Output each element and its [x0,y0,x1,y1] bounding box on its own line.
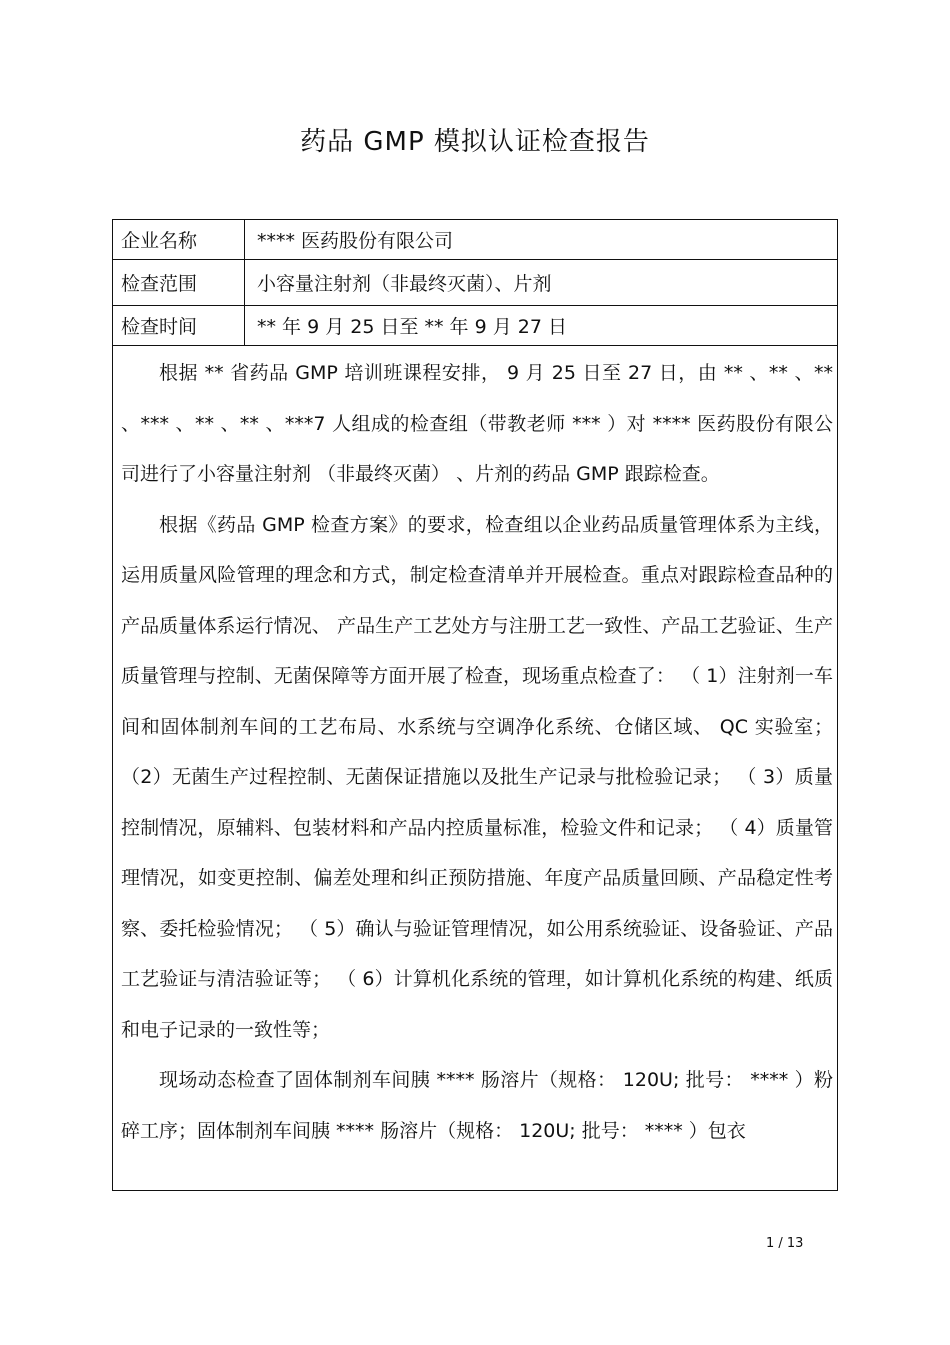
paragraph-scope-detail: 根据《药品 GMP 检查方案》的要求，检查组以企业药品质量管理体系为主线，运用质量风险管理的理念和方式，制定检查清单并开展检查。重点对跟踪检查品种的产品质量体系运行情况、 产品生产工艺处方与注册工艺一致性、产品工艺验证、生产质量管理与控制、无菌保障等方面开展了检查，现场重点检查了： （ 1）注射剂一车间和固体制剂车间的工艺布局、水系统与空调净化系统、仓储区域、 QC 实验室； （2）无菌生产过程控制、无菌保证措施以及批生产记录与批检验记录； （ 3）质量控制情况，原辅料、包装材料和产品内控质量标准，检验文件和记录； （ 4）质量管理情况，如变更控制、偏差处理和纠正预防措施、年度产品质量回顾、产品稳定性考察、委托检验情况； （ 5）确认与验证管理情况，如公用系统验证、设备验证、产品工艺验证与清洁验证等； （ 6）计算机化系统的管理，如计算机化系统的构建、纸质和电子记录的一致性等； [121,513,833,1041]
report-body [121,348,833,1156]
time-value: ** 年 9 月 25 日至 ** 年 9 月 27 日 [257,316,567,338]
page-title: 药品 GMP 模拟认证检查报告 [300,127,650,157]
info-row-company [113,220,837,260]
company-name-label: 企业名称 [113,220,245,259]
paragraph-intro: 根据 ** 省药品 GMP 培训班课程安排， 9 月 25 日至 27 日，由 ** 、** 、** 、*** 、** 、** 、***7 人组成的检查组（带教老师 *** ）对 **** 医药股份有限公司进行了小容量注射剂 （非最终灭菌） 、片剂的药品 GMP 跟踪检查。 [121,362,833,485]
report-table [112,219,838,1191]
info-row-scope [113,260,837,306]
scope-value: 小容量注射剂（非最终灭菌）、片剂 [257,273,552,295]
paragraph-onsite: 现场动态检查了固体制剂车间胰 **** 肠溶片（规格： 120U; 批号： **** ）粉碎工序；固体制剂车间胰 **** 肠溶片（规格： 120U; 批号： **** ）包衣 [121,1069,833,1142]
info-row-time [113,306,837,346]
scope-label: 检查范围 [113,260,245,305]
company-name-value: **** 医药股份有限公司 [257,230,454,252]
time-label: 检查时间 [113,306,245,345]
page-number: 1 / 13 [766,1236,804,1251]
